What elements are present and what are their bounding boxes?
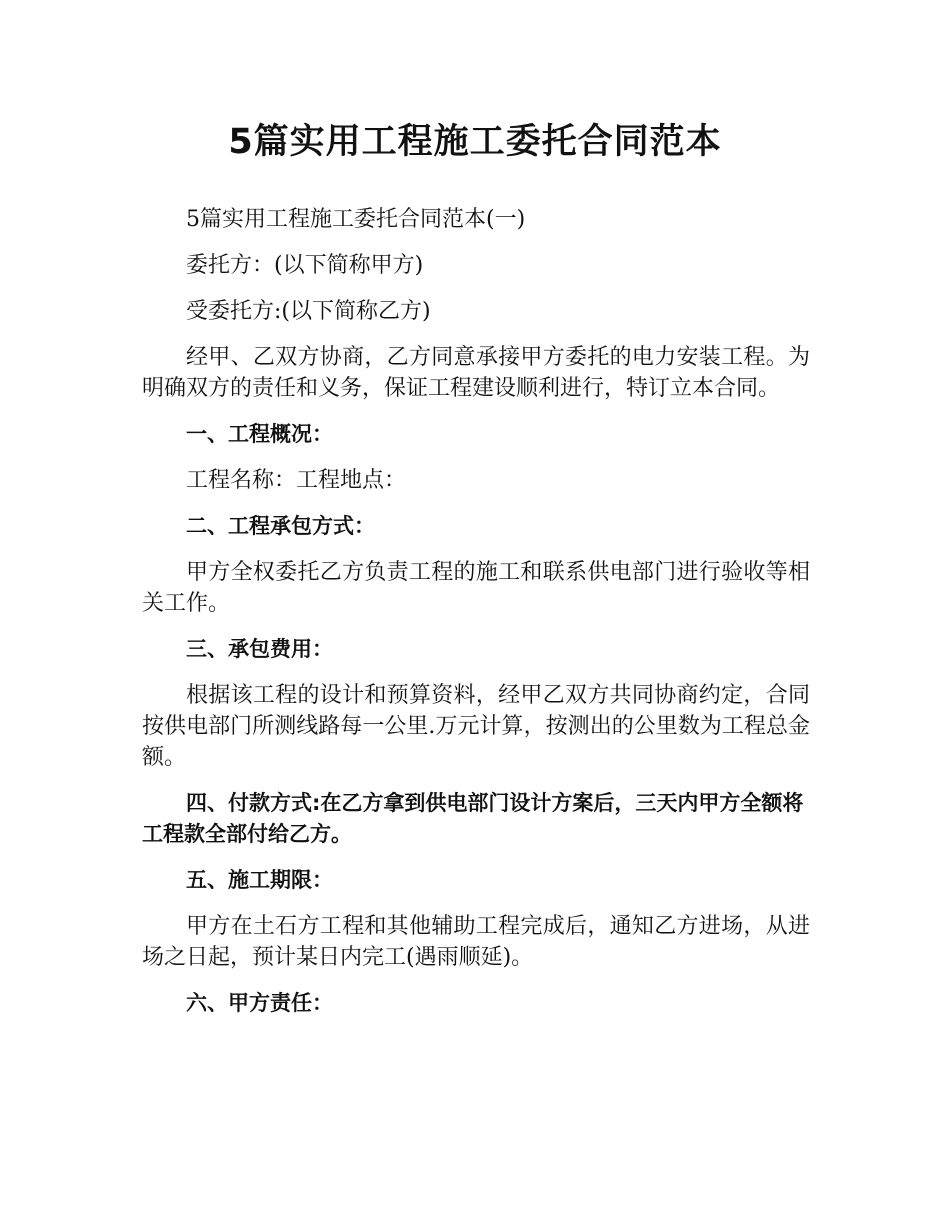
section-heading-6: 六、甲方责任： — [186, 991, 333, 1015]
section-heading-2: 二、工程承包方式： — [186, 514, 375, 538]
schedule-paragraph: 甲方在土石方工程和其他辅助工程完成后，通知乙方进场，从进场之日起，预计某日内完工(遇雨顺延)。 — [142, 914, 810, 970]
fee-paragraph: 根据该工程的设计和预算资料，经甲乙双方共同协商约定，合同按供电部门所测线路每一公里.万元计算，按测出的公里数为工程总金额。 — [142, 683, 810, 770]
client-party-line: 委托方：(以下简称甲方) — [186, 253, 424, 278]
document-body — [142, 204, 810, 1034]
document-title: 5篇实用工程施工委托合同范本 — [228, 122, 722, 162]
section-heading-1: 一、工程概况： — [186, 422, 333, 446]
contract-method-paragraph: 甲方全权委托乙方负责工程的施工和联系供电部门进行验收等相关工作。 — [142, 560, 810, 616]
project-info-line: 工程名称：工程地点： — [186, 468, 407, 493]
subtitle-paragraph: 5篇实用工程施工委托合同范本(一) — [186, 207, 526, 232]
contractor-party-line: 受委托方:(以下简称乙方) — [186, 299, 431, 324]
section-heading-4: 四、付款方式:在乙方拿到供电部门设计方案后，三天内甲方全额将工程款全部付给乙方。 — [142, 791, 804, 846]
section-heading-5: 五、施工期限： — [186, 868, 333, 892]
section-heading-3: 三、承包费用： — [186, 637, 333, 661]
intro-paragraph: 经甲、乙双方协商，乙方同意承接甲方委托的电力安装工程。为明确双方的责任和义务，保证工程建设顺利进行，特订立本合同。 — [142, 345, 810, 401]
